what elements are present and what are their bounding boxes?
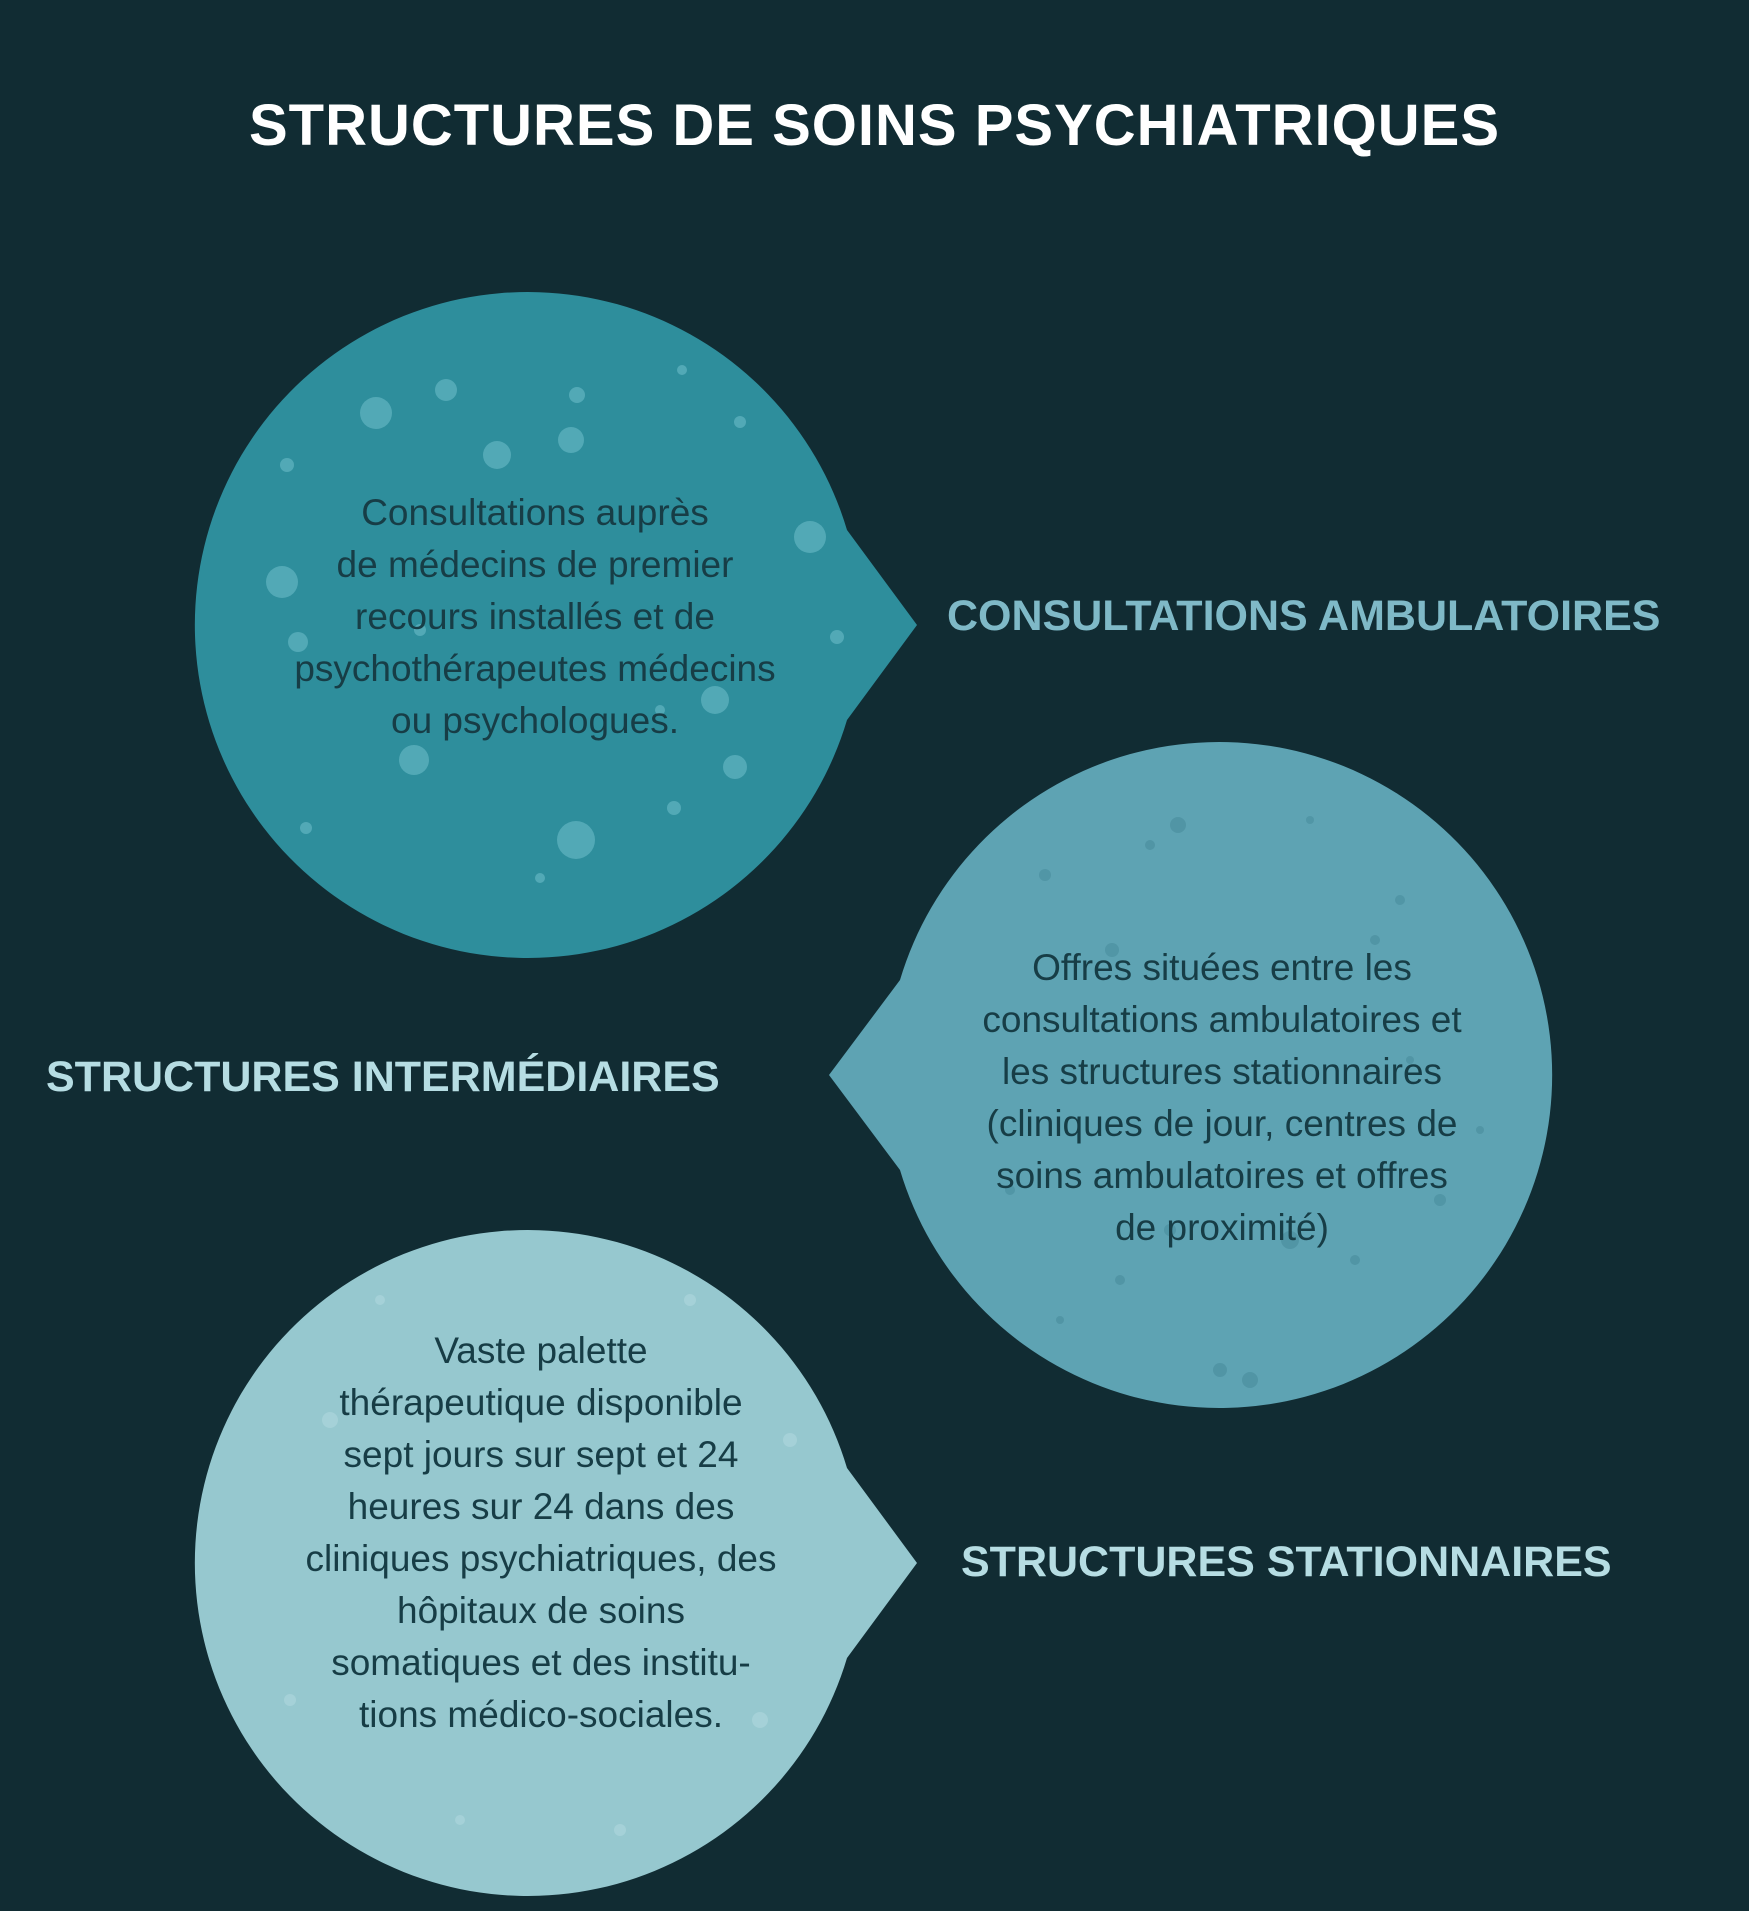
page-title: STRUCTURES DE SOINS PSYCHIATRIQUES — [248, 93, 1501, 158]
label-consultations-ambulatoires: CONSULTATIONS AMBULATOIRES — [947, 592, 1661, 640]
text-line: recours installés et de — [355, 596, 715, 637]
text-line: cliniques psychiatriques, des — [305, 1538, 777, 1579]
text-line: tions médico-sociales. — [359, 1694, 723, 1735]
text-line: psychothérapeutes médecins — [294, 648, 776, 689]
text-line: heures sur 24 dans des — [347, 1486, 735, 1527]
text-line: de médecins de premier — [336, 544, 734, 585]
text-line: Consultations auprès — [361, 492, 709, 533]
text-line: hôpitaux de soins — [397, 1590, 685, 1631]
ambulatoire-description — [235, 487, 835, 747]
text-line: consultations ambulatoires et — [982, 999, 1462, 1040]
stationnaire-description — [241, 1325, 841, 1741]
text-line: (cliniques de jour, centres de — [986, 1103, 1458, 1144]
text-line: sept jours sur sept et 24 — [343, 1434, 739, 1475]
text-line: somatiques et des institu- — [331, 1642, 751, 1683]
text-line: soins ambulatoires et offres — [996, 1155, 1448, 1196]
text-line: Offres situées entre les — [1032, 947, 1412, 988]
text-line: Vaste palette — [434, 1330, 648, 1371]
text-line: de proximité) — [1115, 1207, 1329, 1248]
label-structures-intermediaires: STRUCTURES INTERMÉDIAIRES — [46, 1053, 720, 1101]
text-line: ou psychologues. — [391, 700, 679, 741]
intermediaire-description — [922, 942, 1522, 1254]
text-line: thérapeutique disponible — [339, 1382, 743, 1423]
text-line: les structures stationnaires — [1001, 1051, 1443, 1092]
label-structures-stationnaires: STRUCTURES STATIONNAIRES — [961, 1538, 1612, 1586]
